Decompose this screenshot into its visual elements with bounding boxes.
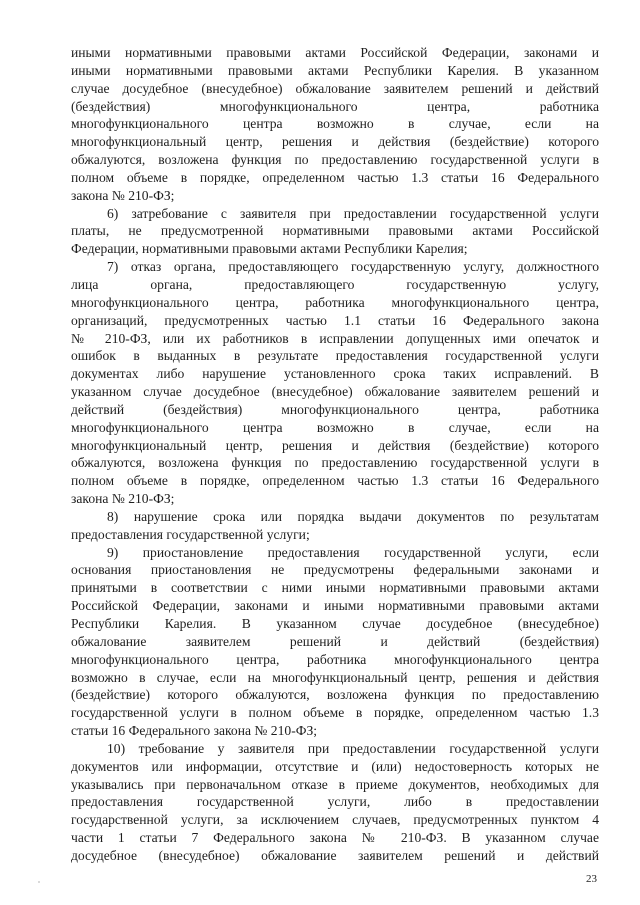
- text-line: полном объеме в порядке, определенном частью 1.3 статьи 16 Федерального: [71, 473, 599, 489]
- body-text: [71, 44, 599, 865]
- text-line: документов или информации, отсутствие и (или) недостоверность которых не: [71, 758, 599, 774]
- text-line: полном объеме в порядке, определенном частью 1.3 статьи 16 Федерального: [71, 169, 599, 185]
- text-line: организаций, предусмотренных частью 1.1 статьи 16 Федерального закона: [71, 312, 599, 328]
- text-line: Федерации, нормативными правовыми актами Республики Карелия;: [71, 241, 468, 257]
- text-line: предоставления государственной услуги, либо в предоставлении: [71, 794, 599, 810]
- text-line: указывались при первоначальном отказе в приеме документов, необходимых для: [71, 776, 599, 792]
- text-line: обжалуются, возложена функция по предоставлению государственной услуги в: [71, 455, 599, 471]
- text-line: иными нормативными правовыми актами Российской Федерации, законами и: [71, 45, 599, 60]
- text-line: досудебное (внесудебное) обжалование заявителем решений и действий: [71, 847, 599, 863]
- text-line: № 210-ФЗ, или их работников в исправлении допущенных ими опечаток и: [71, 330, 599, 346]
- text-line: случае досудебное (внесудебное) обжалование заявителем решений и действий: [71, 80, 599, 96]
- text-line: статьи 16 Федерального закона № 210-ФЗ;: [71, 723, 318, 739]
- text-line: многофункционального центра возможно в случае, если на: [71, 116, 599, 132]
- text-line: иными нормативными правовыми актами Республики Карелия. В указанном: [71, 62, 599, 78]
- text-line: лица органа, предоставляющего государственную услугу,: [71, 276, 599, 292]
- text-line: возможно в случае, если на многофункциональный центр, решения и действия: [71, 669, 599, 685]
- text-line: обжалуются, возложена функция по предоставлению государственной услуги в: [71, 152, 599, 168]
- text-line: государственной услуги, за исключением случаев, предусмотренных пунктом 4: [71, 812, 599, 828]
- text-line: ошибок в выданных в результате предоставления государственной услуги: [71, 348, 599, 364]
- text-line: действий (бездействия) многофункционального центра, работника: [71, 401, 599, 417]
- text-line: части 1 статьи 7 Федерального закона № 210-ФЗ. В указанном случае: [71, 830, 599, 846]
- text-line: указанном случае досудебное (внесудебное) обжалование заявителем решений и: [71, 384, 599, 400]
- text-line: многофункционального центра возможно в случае, если на: [71, 419, 599, 435]
- text-line: предоставления государственной услуги;: [71, 526, 310, 542]
- text-line: платы, не предусмотренной нормативными правовыми актами Российской: [71, 223, 599, 239]
- text-line: многофункционального центра, работника многофункционального центра: [71, 651, 599, 667]
- page-number: 23: [586, 873, 597, 885]
- text-line: документах либо нарушение установленного срока таких исправлений. В: [71, 366, 599, 382]
- text-line: Российской Федерации, законами и иными нормативными правовыми актами: [71, 598, 599, 614]
- text-line: государственной услуги в полном объеме в порядке, определенном частью 1.3: [71, 705, 599, 721]
- text-line: принятыми в соответствии с ними иными нормативными правовыми актами: [71, 580, 599, 596]
- text-line: закона № 210-ФЗ;: [71, 491, 175, 507]
- scan-speck: [38, 881, 40, 883]
- text-line: многофункциональный центр, решения и действия (бездействие) которого: [71, 437, 599, 453]
- text-line: многофункциональный центр, решения и действия (бездействие) которого: [71, 134, 599, 150]
- text-line: основания приостановления не предусмотрены федеральными законами и: [71, 562, 599, 578]
- text-line: (бездействия) многофункционального центра, работника: [71, 98, 599, 114]
- text-line: 8) нарушение срока или порядка выдачи документов по результатам: [107, 508, 599, 524]
- text-line: многофункционального центра, работника многофункционального центра,: [71, 294, 599, 310]
- text-line: (бездействие) которого обжалуются, возложена функция по предоставлению: [71, 687, 599, 703]
- text-line: обжалование заявителем решений и действий (бездействия): [71, 633, 599, 649]
- text-line: закона № 210-ФЗ;: [71, 187, 175, 203]
- text-line: 6) затребование с заявителя при предоставлении государственной услуги: [107, 205, 599, 221]
- text-line: Республики Карелия. В указанном случае досудебное (внесудебное): [71, 616, 599, 631]
- text-line: 9) приостановление предоставления государственной услуги, если: [107, 544, 599, 560]
- text-line: 10) требование у заявителя при предоставлении государственной услуги: [107, 740, 599, 756]
- text-line: 7) отказ органа, предоставляющего государственную услугу, должностного: [107, 259, 599, 275]
